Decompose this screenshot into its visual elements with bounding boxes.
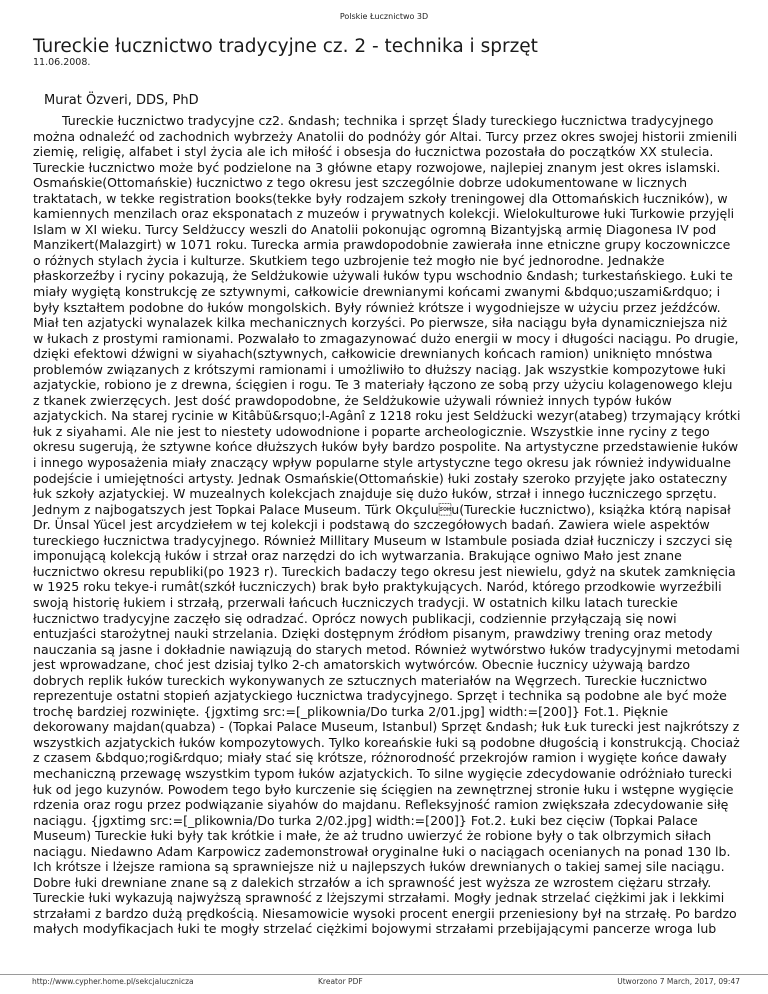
article-body xyxy=(33,113,741,937)
article-date: 11.06.2008. xyxy=(33,57,91,68)
footer-divider xyxy=(0,974,768,975)
article-author: Murat Özveri, DDS, PhD xyxy=(44,93,199,108)
article-title: Tureckie łucznictwo tradycyjne cz. 2 - technika i sprzęt xyxy=(33,36,538,57)
footer-created-date: Utworzono 7 March, 2017, 09:47 xyxy=(617,977,740,986)
footer-generator: Kreator PDF xyxy=(318,977,363,986)
body-paragraph: Tureckie łucznictwo tradycyjne cz2. &ndash; technika i sprzęt Ślady tureckiego łucznictwa tradycyjnego można odnaleźć od zachodnich wybrzeży Anatolii do podnóży gór Altai. Turcy przez okres swojej historii zmienili ziemię, religię, alfabet i styl życia ale ich miłość i obsesja do łucznictwa pozostała do początków XX stulecia. Tureckie łucznictwo może być podzielone na 3 główne etapy rozwojowe, najlepiej znanym jest okres islamski. Osmańskie(Ottomańskie) łucznictwo z tego okresu jest szczególnie dobrze udokumentowane w licznych traktatach, w tekke registration books(tekke były rodzajem szkoły treningowej dla Ottomańskich łuczników), w kamiennych menzilach oraz eksponatach z muzeów i prywatnych kolekcji. Wielokulturowe łuki Turkowie przyjęli Islam w XI wieku. Turcy Seldżuccy weszli do Anatolii pokonując ogromną Bizantyjską armię Diagonesa IV pod Manzikert(Malazgirt) w 1071 roku. Turecka armia prawdopodobnie zawierała inne etniczne grupy koczowniczce o różnych stylach życia i kulturze. Skutkiem tego uzbrojenie też mogło nie być jednorodne. Jednakże płaskorzeźby i ryciny pokazują, że Seldżukowie używali łuków typu wschodnio &ndash; turkestańskiego. Łuki te miały wygiętą konstrukcję ze sztywnymi, całkowicie drewnianymi końcami zwanymi &bdquo;uszami&rdquo; i były kształtem podobne do łuków mongolskich. Były również krótsze i wygodniejsze w użyciu przez jeźdźców. Miał ten azjatycki wynalazek kilka mechanicznych korzyści. Po pierwsze, siła naciągu była dynamiczniejsza niż w łukach z prostymi ramionami. Pozwalało to zmagazynować dużo energii w mocy i długości naciągu. Po drugie, dzięki efektowi dźwigni w siyahach(sztywnych, całkowicie drewnianych końcach ramion) uniknięto mnóstwa problemów związanych z krótszymi ramionami i umożliwiło to dłuższy naciąg. Jak wszystkie kompozytowe łuki azjatyckie, robiono je z drewna, ścięgien i rogu. Te 3 materiały łączono ze sobą przy użyciu kolagenowego kleju z tkanek zwierzęcych. Jest dość prawdopodobne, że Seldżukowie używali również innych typów łuków azjatyckich. Na starej rycinie w Kitâbü&rsquo;l-Agânî z 1218 roku jest Seldżucki wezyr(atabeg) trzymający krótki łuk z siyahami. Ale nie jest to niestety udowodnione i poparte archeologicznie. Wszystkie inne ryciny z tego okresu sugerują, że sztywne końce dłuższych łuków były bardzo pospolite. Na artystyczne przedstawienie łuków i innego wyposażenia miały znaczący wpływ popularne style artystyczne tego okresu jak również indywidualne podejście i umiejętności artysty. Jednak Osmańskie(Ottomańskie) łuki zostały szeroko przyjęte jako ostateczny łuk szkoły azjatyckiej. W muzealnych kolekcjach znajduje się dużo łuków, strzał i innego łuczniczego sprzętu. Jednym z najbogatszych jest Topkai Palace Museum. Türk Okçuluu(Tureckie łucznictwo), książka którą napisał Dr. Ünsal Yücel jest arcydziełem w tej kolekcji i podstawą do szczegółowych badań. Zawiera wiele aspektów tureckiego łucznictwa tradycyjnego. Również Millitary Museum w Istambule posiada dział łuczniczy i szczyci się imponującą kolekcją łuków i strzał oraz narzędzi do ich wytwarzania. Brakujące ogniwo Mało jest znane łucznictwo okresu republiki(po 1923 r). Tureckich badaczy tego okresu jest niewielu, gdyż na skutek zamknięcia w 1925 roku tekye-i rumât(szkół łuczniczych) brak było praktykujących. Naród, którego przodkowie wyrzeźbili swoją historię łukiem i strzałą, przerwali łańcuch łuczniczych tradycji. W ostatnich kilku latach tureckie łucznictwo tradycyjne zaczęło się odradzać. Oprócz nowych publikacji, codziennie przyłączają się nowi entuzjaści starożytnej nauki strzelania. Dzięki dostępnym źródłom pisanym, prawdziwy trening oraz metody nauczania są jasne i dokładnie nawiązują do starych metod. Również wytwórstwo łuków tradycyjnymi metodami jest wprowadzane, choć jest dzisiaj tylko 2-ch amatorskich wytwórców. Obecnie łucznicy używają bardzo dobrych replik łuków tureckich wykonywanych ze sztucznych materiałów na Węgrzech. Tureckie łucznictwo reprezentuje ostatni stopień azjatyckiego łucznictwa tradycyjnego. Sprzęt i technika są podobne ale być może trochę bardziej rozwinięte. {jgxtimg src:=[_plikownia/Do turka 2/01.jpg] width:=[200]} Fot.1. Pięknie dekorowany majdan(quabza) - (Topkai Palace Museum, Istanbul) Sprzęt &ndash; łuk Łuk turecki jest najkrótszy z wszystkich azjatyckich łuków kompozytowych. Tylko koreańskie łuki są podobne długością i konstrukcją. Chociaż z czasem &bdquo;rogi&rdquo; miały stać się krótsze, różnorodność przekrojów ramion i wygięte końce dawały mechaniczną przewagę wszystkim typom łuków azjatyckich. To silne wygięcie zdecydowanie odróżniało turecki łuk od jego kuzynów. Powodem tego było kurczenie się ścięgien na zewnętrznej stronie łuku i wstępne wygięcie rdzenia oraz rogu przez podwiązanie siyahów do majdanu. Refleksyjność ramion zwiększała zdecydowanie siłę naciągu. {jgxtimg src:=[_plikownia/Do turka 2/02.jpg] width:=[200]} Fot.2. Łuki bez cięciw (Topkai Palace Museum) Tureckie łuki były tak krótkie i małe, że aż trudno uwierzyć że robione były o tak olbrzymich siłach naciągu. Niedawno Adam Karpowicz zademonstrował oryginalne łuki o naciągach ocenianych na ponad 130 lb. Ich krótsze i lżejsze ramiona są sprawniejsze niż u najlepszych łuków drewnianych o takiej samej sile naciągu. Dobre łuki drewniane znane są z dalekich strzałów a ich sprawność jest wyższa ze wzrostem ciężaru strzały. Tureckie łuki wykazują najwyższą sprawność z lżejszymi strzałami. Mogły jednak strzelać ciężkimi jak i lekkimi strzałami z bardzo dużą prędkością. Niesamowicie wysoki procent energii przeniesiony był na strzałę. Po bardzo małych modyfikacjach łuki te mogły strzelać ciężkimi bojowymi strzałami przebijającymi pancerze wroga lub xyxy=(33,113,741,937)
footer-url-link[interactable]: http://www.cypher.home.pl/sekcjalucznicza xyxy=(32,977,194,986)
running-header: Polskie Łucznictwo 3D xyxy=(339,12,429,21)
